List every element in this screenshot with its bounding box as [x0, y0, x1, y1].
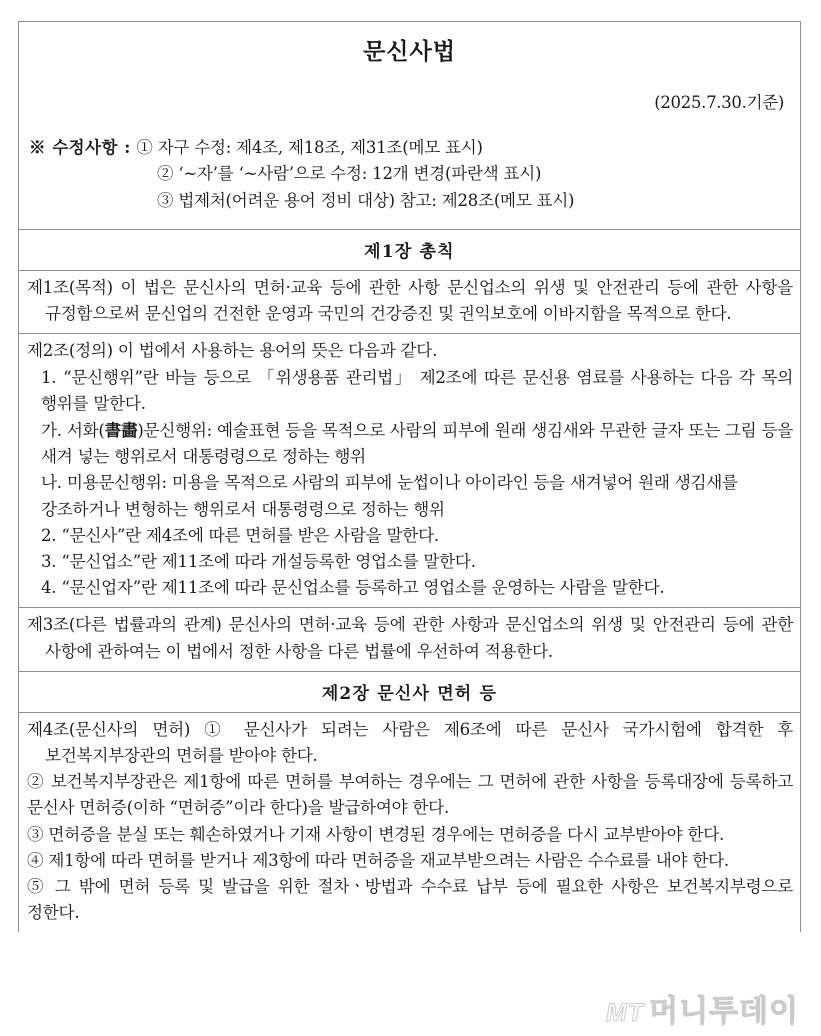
- chapter-heading-1: 제1장 총칙: [19, 230, 800, 271]
- article-3-body: 제3조(다른 법률과의 관계) 문신사의 면허·교육 등에 관한 사항과 문신업소의 위생 및 안전관리 등에 관한 사항에 관하여는 이 법에서 정한 사항을 다른 법률에 우선하여 적용한다.: [27, 615, 793, 661]
- effective-date-note: (2025.7.30.기준): [654, 92, 784, 112]
- article-2-row: [19, 334, 800, 608]
- amendment-lead-label: ※ 수정사항 :: [29, 137, 131, 157]
- publisher-watermark: [606, 986, 799, 1030]
- amendment-notes: [29, 135, 790, 215]
- article-2-item-1-b: 나. 미용문신행위: 미용을 목적으로 사람의 피부에 눈썹이나 아이라인 등을 새겨넣어 원래 생김새를 강조하거나 변형하는 행위로서 대통령령으로 정하는 행위: [41, 473, 738, 519]
- watermark-name: 머니투데이: [649, 994, 799, 1029]
- article-2-item-1: 1. “문신행위”란 바늘 등으로 「위생용품 관리법」 제2조에 따른 문신용 염료를 사용하는 다음 각 목의 행위를 말한다.: [41, 367, 793, 413]
- watermark-mark: MT: [605, 999, 645, 1027]
- article-4-paragraph-1: 제4조(문신사의 면허) ① 문신사가 되려는 사람은 제6조에 따른 문신사 국가시험에 합격한 후 보건복지부장관의 면허를 받아야 한다.: [27, 719, 793, 765]
- article-2-item-1-a-suffix: )문신행위: 예술표현 등을 목적으로 사람의 피부에 원래 생김새와 무관한 글자 또는 그림 등을 새겨 넣는 행위로서 대통령령으로 정하는 행위: [41, 420, 794, 467]
- article-2-item-1-a-hanja: 書畵: [104, 419, 138, 440]
- amendment-item-1: ① 자구 수정: 제4조, 제18조, 제31조(메모 표시): [136, 137, 483, 157]
- article-4-paragraph-4: ④ 제1항에 따라 면허를 받거나 제3항에 따라 면허증을 재교부받으려는 사람은 수수료를 내야 한다.: [27, 850, 729, 870]
- article-2-item-1-a-prefix: 가. 서화(: [41, 420, 105, 440]
- article-2-item-4: 4. “문신업자”란 제11조에 따라 문신업소를 등록하고 영업소를 운영하는 사람을 말한다.: [41, 578, 665, 598]
- amendment-item-3: ③ 법제처(어려운 용어 정비 대상) 참고: 제28조(메모 표시): [157, 191, 575, 211]
- article-2-item-2: 2. “문신사”란 제4조에 따른 면허를 받은 사람을 말한다.: [41, 525, 439, 545]
- article-2-lead: 제2조(정의) 이 법에서 사용하는 용어의 뜻은 다음과 같다.: [27, 341, 438, 361]
- article-4-paragraph-5: ⑤ 그 밖에 면허 등록 및 발급을 위한 절차ㆍ방법과 수수료 납부 등에 필요한 사항은 보건복지부령으로 정한다.: [27, 876, 793, 923]
- article-1-body: 제1조(목적) 이 법은 문신사의 면허·교육 등에 관한 사항 문신업소의 위생 및 안전관리 등에 관한 사항을 규정함으로써 문신업의 건전한 운영과 국민의 건강증진 및 권익보호에 이바지함을 목적으로 한다.: [27, 277, 793, 324]
- article-3-row: [19, 608, 800, 671]
- article-2-item-1-a: [27, 417, 793, 470]
- chapter-heading-2: 제2장 문신사 면허 등: [19, 672, 800, 713]
- article-4-paragraph-2: ② 보건복지부장관은 제1항에 따른 면허를 부여하는 경우에는 그 면허에 관한 사항을 등록대장에 등록하고 문신사 면허증(이하 “면허증”이라 한다)을 발급하여야 한다.: [27, 772, 793, 818]
- amendment-item-2: ② ‘~자’를 ‘~사람’으로 수정: 12개 변경(파란색 표시): [157, 164, 542, 184]
- document-table: [18, 21, 801, 932]
- article-4-row: [19, 713, 800, 933]
- document-header-row: [19, 22, 800, 230]
- amendment-line-1: [29, 135, 790, 162]
- article-4-paragraph-3: ③ 면허증을 분실 또는 훼손하였거나 기재 사항이 변경된 경우에는 면허증을 다시 교부받아야 한다.: [27, 824, 725, 844]
- article-2-item-3: 3. “문신업소”란 제11조에 따라 개설등록한 영업소를 말한다.: [41, 551, 476, 571]
- article-1-row: [19, 271, 800, 334]
- page-title: 문신사법: [363, 38, 456, 65]
